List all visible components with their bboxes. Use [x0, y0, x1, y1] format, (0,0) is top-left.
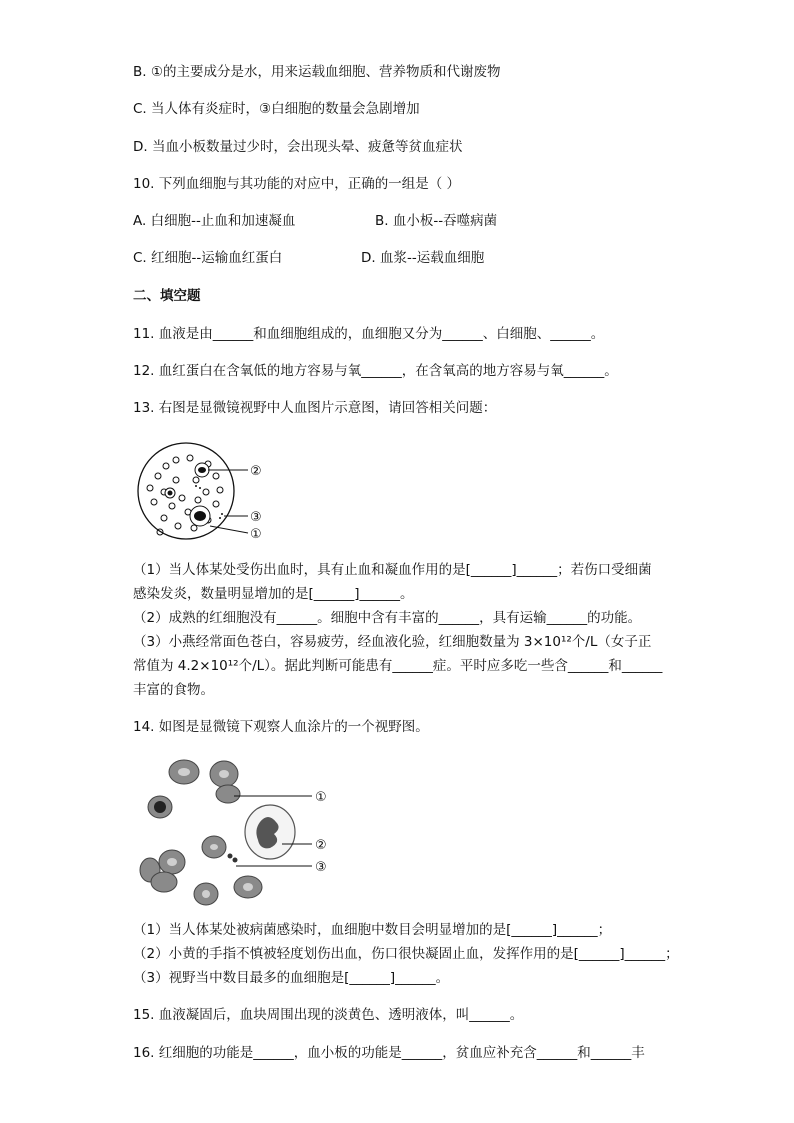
q14-part-1: （1）当人体某处被病菌感染时，血细胞中数目会明显增加的是[______]______；: [133, 922, 612, 938]
q13-part-1-cont: 感染发炎，数量明显增加的是[______]______。: [133, 586, 414, 602]
option-b-line: B. ①的主要成分是水，用来运载血细胞、营养物质和代谢废物: [133, 64, 501, 80]
q10-option-c: C. 红细胞--运输血红蛋白: [133, 250, 283, 266]
question-15: 15. 血液凝固后，血块周围出现的淡黄色、透明液体，叫______。: [133, 1007, 524, 1023]
q13-part-2: （2）成熟的红细胞没有______。细胞中含有丰富的______，具有运输______的功能。: [133, 610, 642, 626]
q13-part-3-cont: 常值为 4.2×10¹²个/L）。据此判断可能患有______症。平时应多吃一些含______和______: [133, 658, 663, 674]
q13-part-3: （3）小燕经常面色苍白，容易疲劳，经血液化验，红细胞数量为 3×10¹²个/L（女子正: [133, 634, 652, 650]
q14-part-2: （2）小黄的手指不慎被轻度划伤出血，伤口很快凝固止血，发挥作用的是[______]______；: [133, 946, 679, 962]
label-2: ②: [250, 464, 262, 479]
question-11: 11. 血液是由______和血细胞组成的，血细胞又分为______、白细胞、______。: [133, 326, 605, 342]
q10-option-b: B. 血小板--吞噬病菌: [375, 213, 498, 229]
question-16: 16. 红细胞的功能是______，血小板的功能是______，贫血应补充含______和______丰: [133, 1045, 645, 1061]
question-12: 12. 血红蛋白在含氧低的地方容易与氧______，在含氧高的地方容易与氧______。: [133, 363, 618, 379]
label-1: ①: [315, 790, 327, 805]
label-3: ③: [250, 510, 262, 525]
question-10: 10. 下列血细胞与其功能的对应中，正确的一组是（ ）: [133, 176, 461, 192]
q13-part-1: （1）当人体某处受伤出血时，具有止血和凝血作用的是[______]______；若伤口受细菌: [133, 562, 652, 578]
label-2: ②: [315, 838, 327, 853]
label-3: ③: [315, 860, 327, 875]
blood-smear-diagram-2: [136, 752, 336, 917]
q13-part-3-end: 丰富的食物。: [133, 682, 214, 698]
option-c-line: C. 当人体有炎症时，③白细胞的数量会急剧增加: [133, 101, 420, 117]
section-heading: 二、填空题: [133, 288, 201, 304]
q10-option-a: A. 白细胞--止血和加速凝血: [133, 213, 296, 229]
blood-smear-diagram-1: [136, 436, 276, 546]
q14-part-3: （3）视野当中数目最多的血细胞是[______]______。: [133, 970, 450, 986]
question-14: 14. 如图是显微镜下观察人血涂片的一个视野图。: [133, 719, 429, 735]
label-1: ①: [250, 527, 262, 542]
question-13: 13. 右图是显微镜视野中人血图片示意图，请回答相关问题：: [133, 400, 497, 416]
q10-option-d: D. 血浆--运载血细胞: [361, 250, 485, 266]
option-d-line: D. 当血小板数量过少时，会出现头晕、疲惫等贫血症状: [133, 139, 463, 155]
